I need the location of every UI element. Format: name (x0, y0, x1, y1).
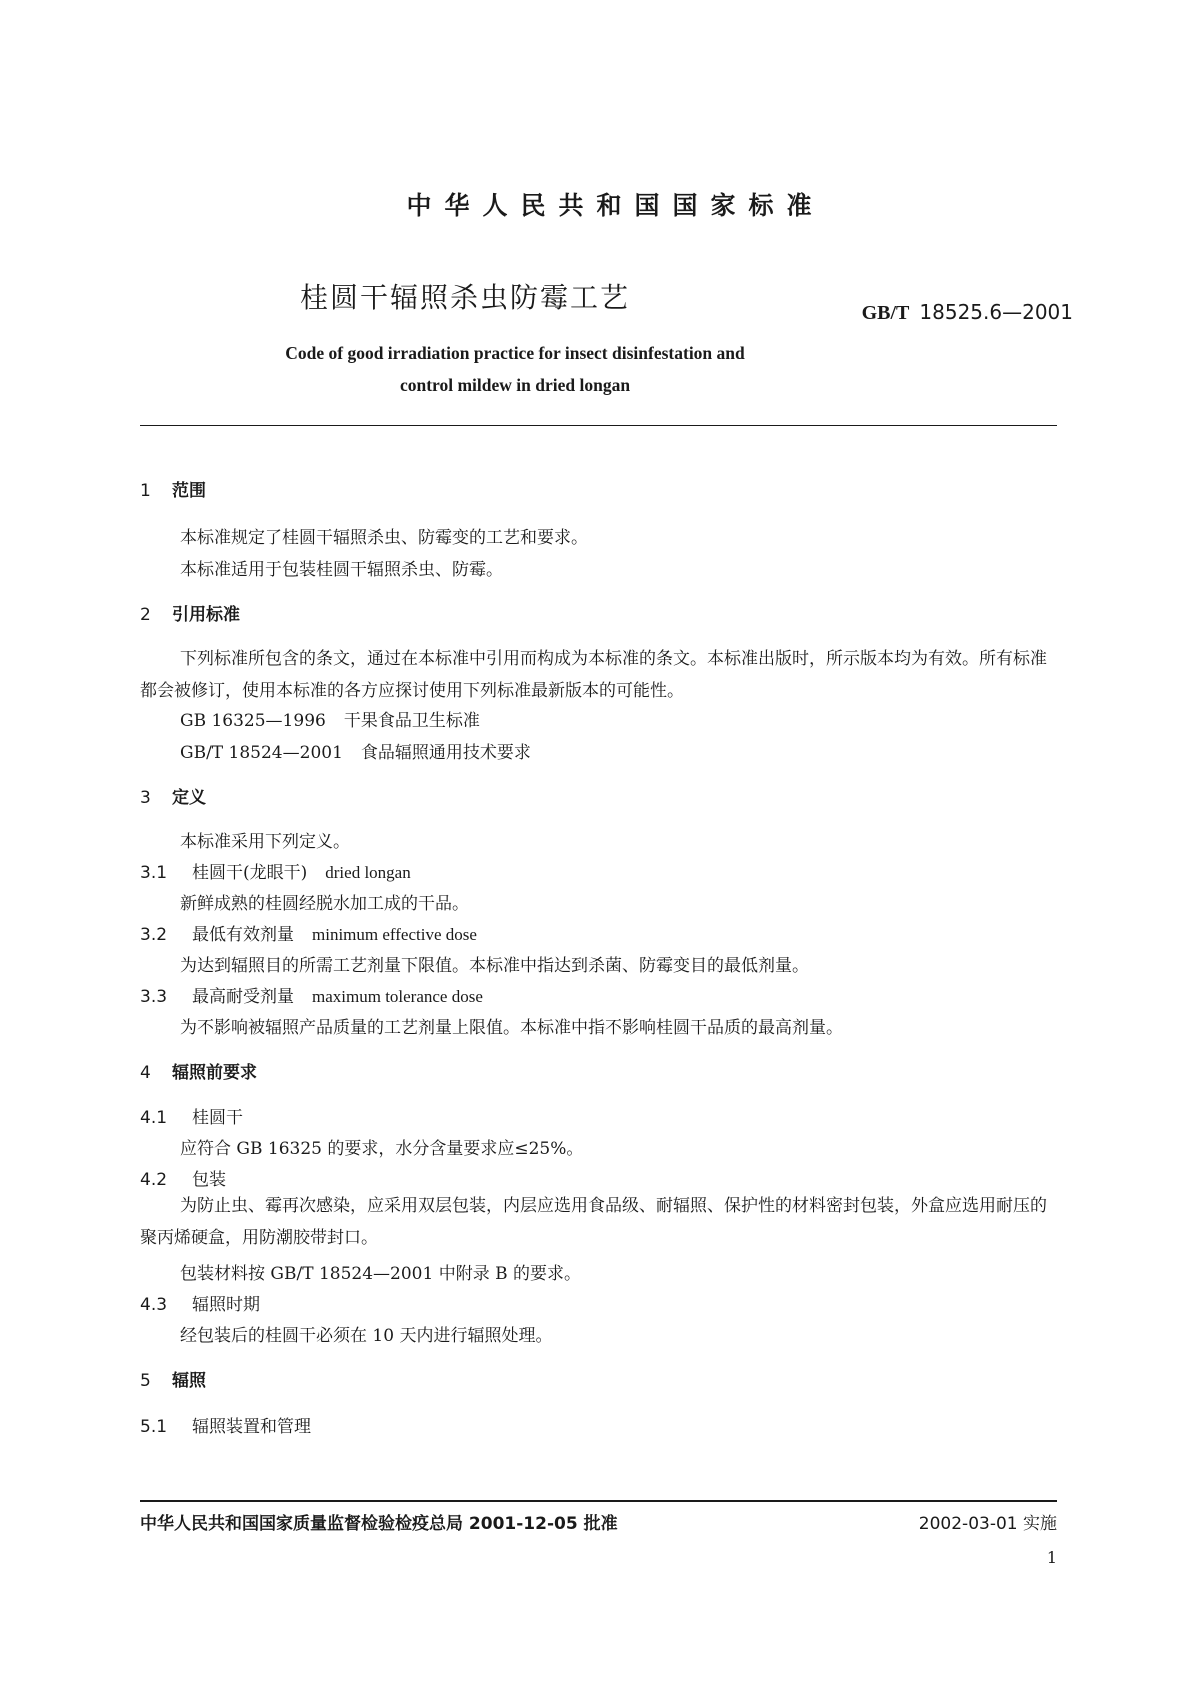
term-english: dried longan (325, 863, 411, 882)
section-heading-3 (140, 783, 206, 808)
definition-text: 新鲜成熟的桂圆经脱水加工成的干品。 (180, 894, 469, 914)
subclause-heading (140, 1290, 260, 1315)
reference-code: GB/T 18524—2001 (180, 743, 343, 763)
definition-term (140, 858, 411, 883)
section-number: 2 (140, 605, 151, 625)
subclause-title: 辐照装置和管理 (192, 1417, 311, 1437)
section-heading-2 (140, 600, 240, 625)
section-title: 引用标准 (172, 605, 240, 625)
standard-prefix: GB/T (861, 302, 910, 324)
clause-number: 3.2 (140, 925, 168, 945)
section-number: 5 (140, 1371, 151, 1391)
reference-item (180, 706, 480, 731)
section-number: 1 (140, 481, 151, 501)
paragraph: 本标准适用于包装桂圆干辐照杀虫、防霉。 (180, 560, 503, 580)
approval-statement: 中华人民共和国国家质量监督检验检疫总局 2001-12-05 批准 (140, 1514, 618, 1534)
section-heading-1 (140, 476, 206, 501)
reference-item (180, 738, 531, 763)
standard-number (862, 300, 1073, 325)
reference-code: GB 16325—1996 (180, 711, 326, 731)
title-en-line-1: Code of good irradiation practice for insect disinfestation and (285, 343, 745, 363)
section-title: 辐照前要求 (172, 1063, 257, 1083)
paragraph: 本标准采用下列定义。 (180, 832, 350, 852)
term-chinese: 桂圆干(龙眼干) (192, 863, 308, 883)
standard-code: 18525.6—2001 (919, 300, 1073, 324)
reference-title: 食品辐照通用技术要求 (360, 743, 531, 763)
effective-date: 2002-03-01 实施 (918, 1514, 1057, 1534)
paragraph: 为防止虫、霉再次感染，应采用双层包装，内层应选用食品级、耐辐照、保护性的材料密封包装，外盒应选用耐压的聚丙烯硬盒，用防潮胶带封口。 (140, 1196, 1047, 1248)
definition-term (140, 982, 483, 1007)
subclause-heading (140, 1412, 311, 1437)
subclause-title: 包装 (192, 1170, 226, 1190)
footer-divider (140, 1500, 1057, 1502)
subclause-heading (140, 1165, 226, 1190)
section-title: 辐照 (172, 1371, 206, 1391)
term-chinese: 最高耐受剂量 (192, 987, 294, 1007)
clause-number: 4.3 (140, 1295, 168, 1315)
term-english: minimum effective dose (312, 925, 477, 944)
section-number: 3 (140, 788, 151, 808)
subclause-heading (140, 1103, 243, 1128)
paragraph: 本标准规定了桂圆干辐照杀虫、防霉变的工艺和要求。 (180, 528, 588, 548)
clause-number: 3.1 (140, 863, 168, 883)
term-english: maximum tolerance dose (312, 987, 483, 1006)
section-heading-5 (140, 1366, 206, 1391)
section-title: 范围 (172, 481, 206, 501)
paragraph: 包装材料按 GB/T 18524—2001 中附录 B 的要求。 (180, 1264, 581, 1284)
clause-number: 3.3 (140, 987, 168, 1007)
clause-number: 4.2 (140, 1170, 168, 1190)
reference-title: 干果食品卫生标准 (343, 711, 480, 731)
section-heading-4 (140, 1058, 257, 1083)
clause-number: 5.1 (140, 1417, 168, 1437)
section-title: 定义 (172, 788, 206, 808)
definition-term (140, 920, 477, 945)
subclause-title: 桂圆干 (192, 1108, 243, 1128)
document-title-english (0, 337, 1030, 401)
definition-text: 为达到辐照目的所需工艺剂量下限值。本标准中指达到杀菌、防霉变目的最低剂量。 (180, 956, 809, 976)
paragraph: 应符合 GB 16325 的要求，水分含量要求应≤25%。 (180, 1139, 584, 1159)
paragraph: 经包装后的桂圆干必须在 10 天内进行辐照处理。 (180, 1326, 553, 1346)
section-number: 4 (140, 1063, 151, 1083)
subclause-title: 辐照时期 (192, 1295, 260, 1315)
definition-text: 为不影响被辐照产品质量的工艺剂量上限值。本标准中指不影响桂圆干品质的最高剂量。 (180, 1018, 843, 1038)
clause-number: 4.1 (140, 1108, 168, 1128)
term-chinese: 最低有效剂量 (192, 925, 294, 945)
national-standard-heading: 中华人民共和国国家标准 (406, 191, 825, 220)
header-divider (140, 425, 1057, 426)
title-en-line-2: control mildew in dried longan (399, 375, 631, 395)
document-title-chinese: 桂圆干辐照杀虫防霉工艺 (300, 281, 631, 314)
paragraph: 下列标准所包含的条文，通过在本标准中引用而构成为本标准的条文。本标准出版时，所示版本均为有效。所有标准都会被修订，使用本标准的各方应探讨使用下列标准最新版本的可能性。 (140, 649, 1047, 701)
page-number: 1 (1046, 1548, 1057, 1567)
